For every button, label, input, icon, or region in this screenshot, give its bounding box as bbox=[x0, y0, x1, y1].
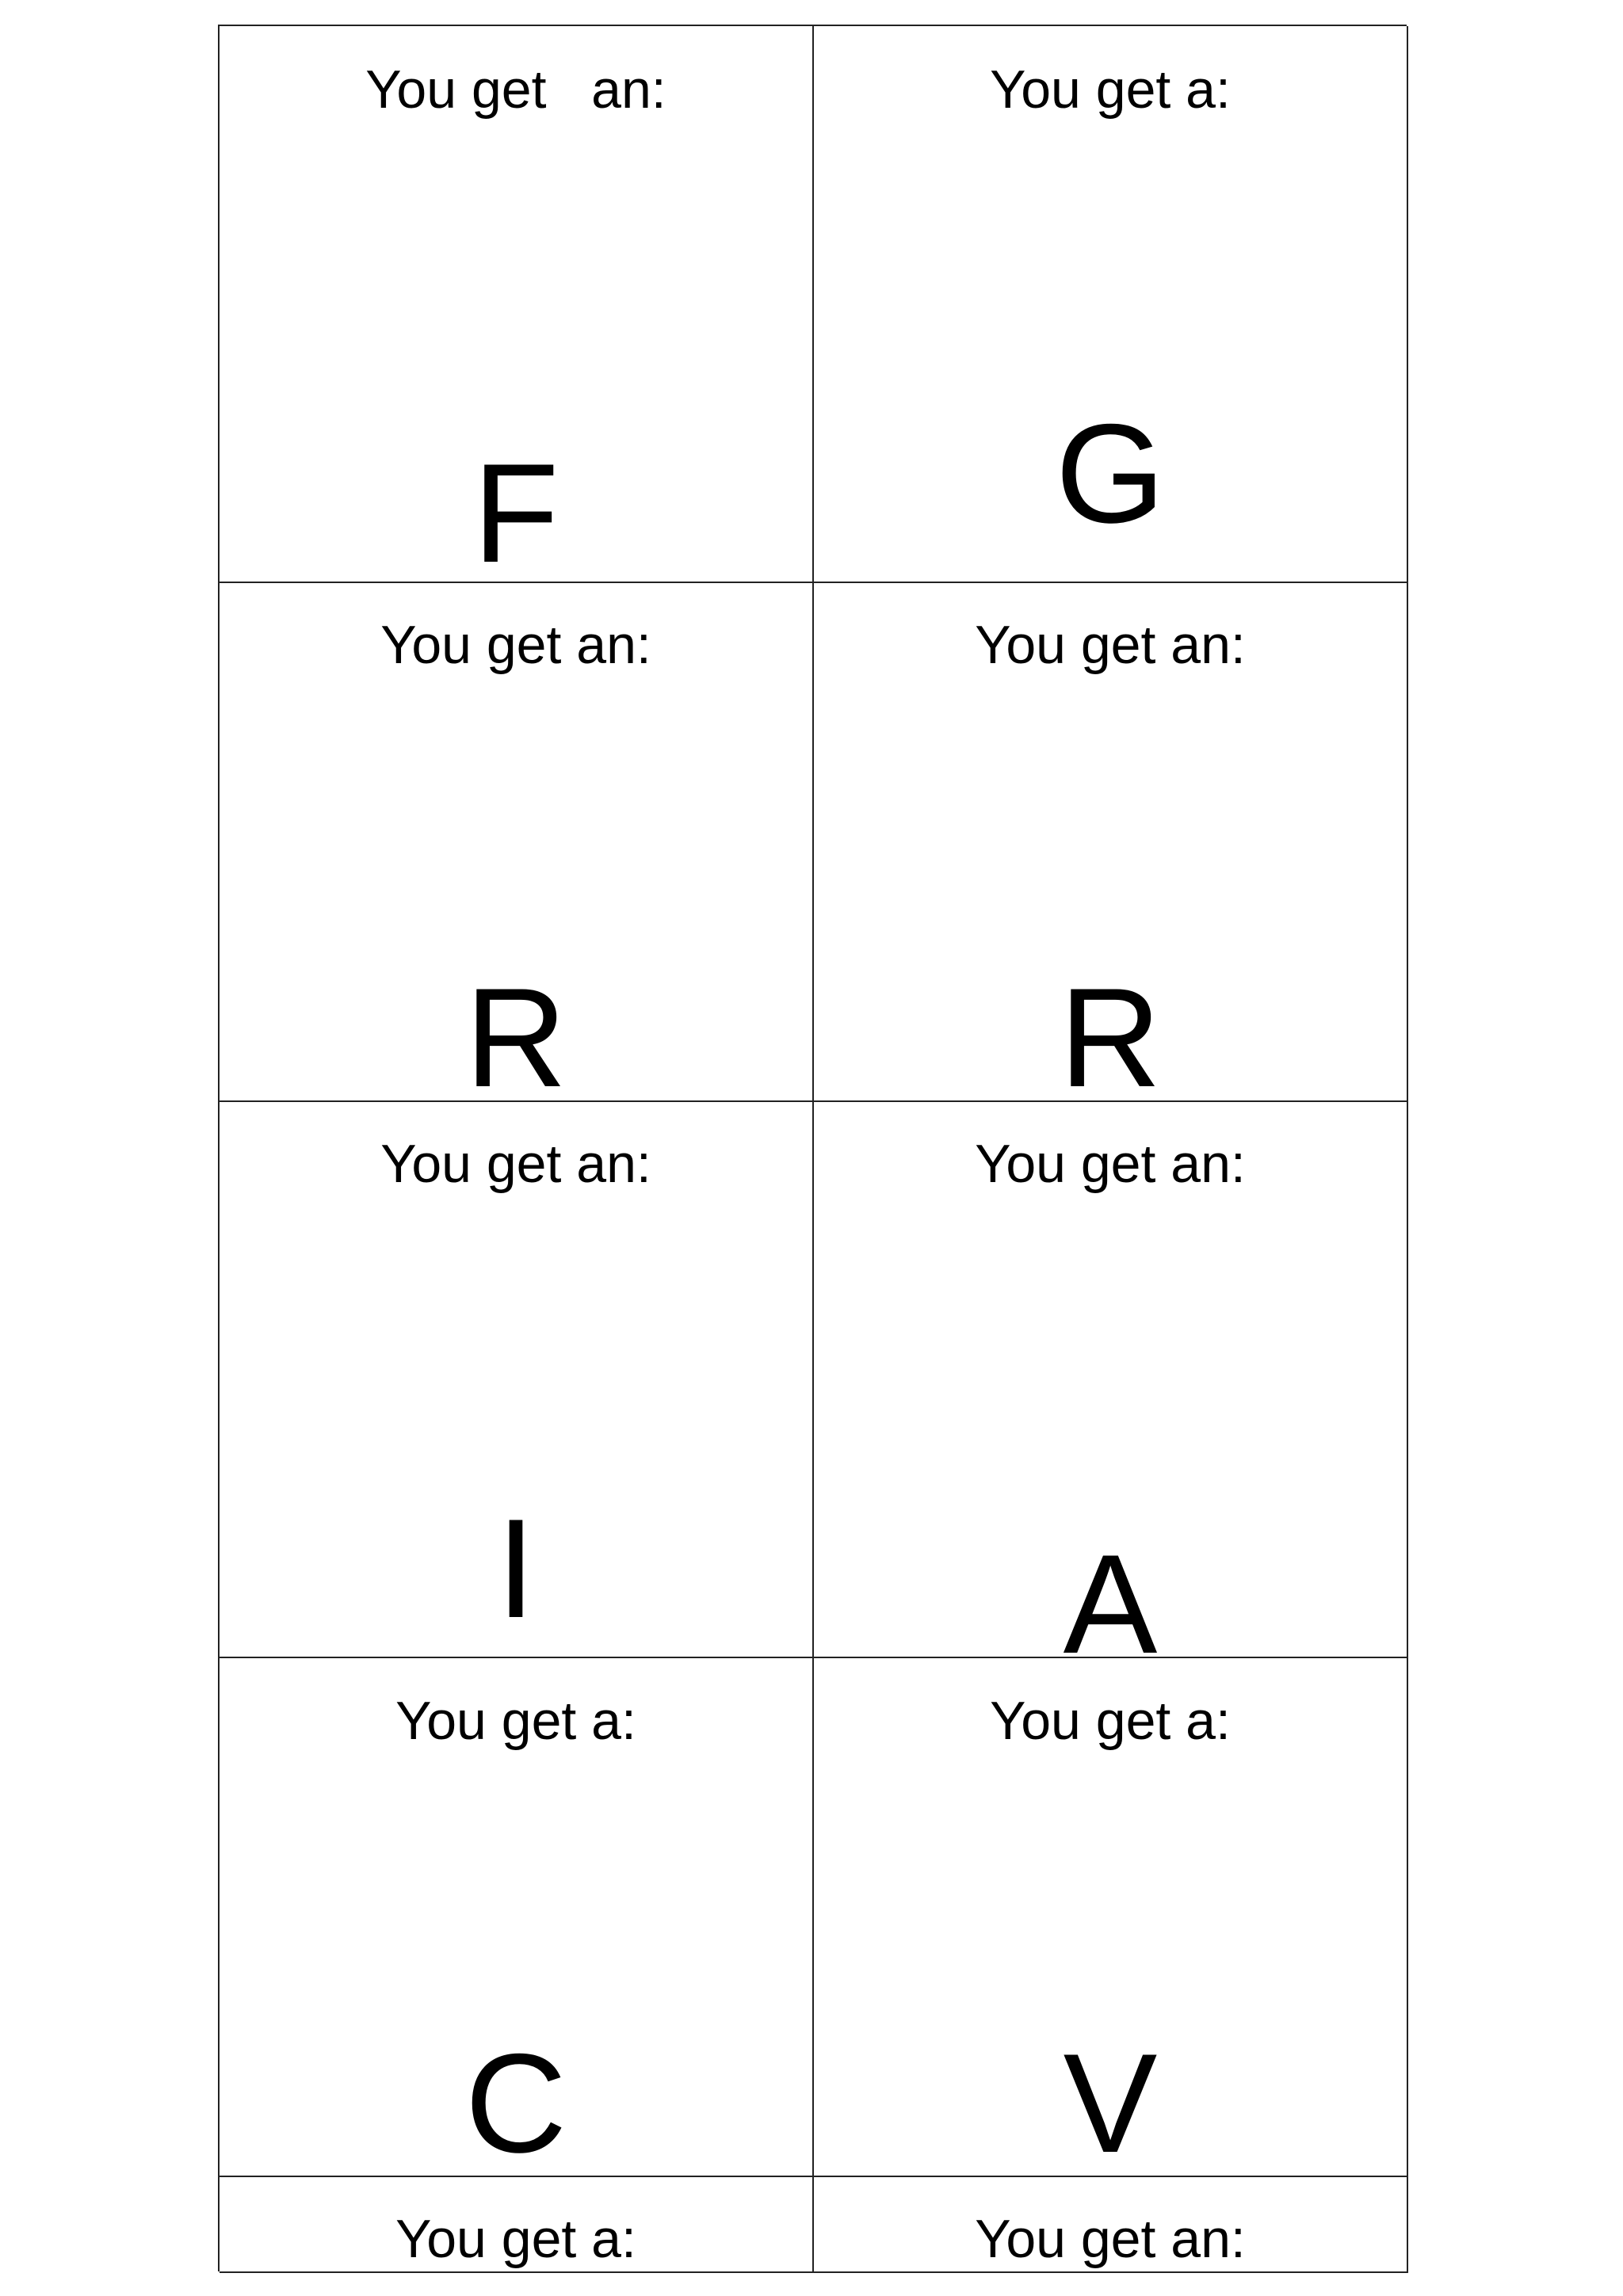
card-prompt: You get an: bbox=[380, 615, 651, 675]
card-letter: G bbox=[1055, 395, 1166, 552]
card-prompt: You get a: bbox=[990, 1691, 1231, 1751]
card-7 bbox=[220, 1658, 814, 2177]
card-8 bbox=[814, 1658, 1408, 2177]
card-prompt: You get an: bbox=[380, 1134, 651, 1194]
card-prompt: You get a: bbox=[395, 1691, 636, 1751]
card-letter: C bbox=[464, 2024, 567, 2177]
card-6 bbox=[814, 1102, 1408, 1658]
card-prompt: You get an: bbox=[975, 2209, 1246, 2269]
card-2 bbox=[814, 26, 1408, 583]
card-4 bbox=[814, 583, 1408, 1102]
card-prompt: You get a: bbox=[990, 59, 1231, 120]
card-letter: V bbox=[1063, 2024, 1158, 2177]
card-sheet bbox=[218, 25, 1407, 2271]
card-letter: R bbox=[464, 959, 567, 1102]
card-prompt: You get an: bbox=[975, 615, 1246, 675]
card-10 bbox=[814, 2177, 1408, 2273]
card-letter: A bbox=[1063, 1525, 1158, 1658]
card-3 bbox=[220, 583, 814, 1102]
card-prompt: You get an: bbox=[365, 59, 666, 120]
card-9 bbox=[220, 2177, 814, 2273]
card-prompt: You get an: bbox=[975, 1134, 1246, 1194]
card-1 bbox=[220, 26, 814, 583]
card-letter: I bbox=[496, 1489, 536, 1647]
card-5 bbox=[220, 1102, 814, 1658]
card-prompt: You get a: bbox=[395, 2209, 636, 2269]
card-letter: R bbox=[1059, 959, 1162, 1102]
card-letter: F bbox=[472, 434, 559, 583]
